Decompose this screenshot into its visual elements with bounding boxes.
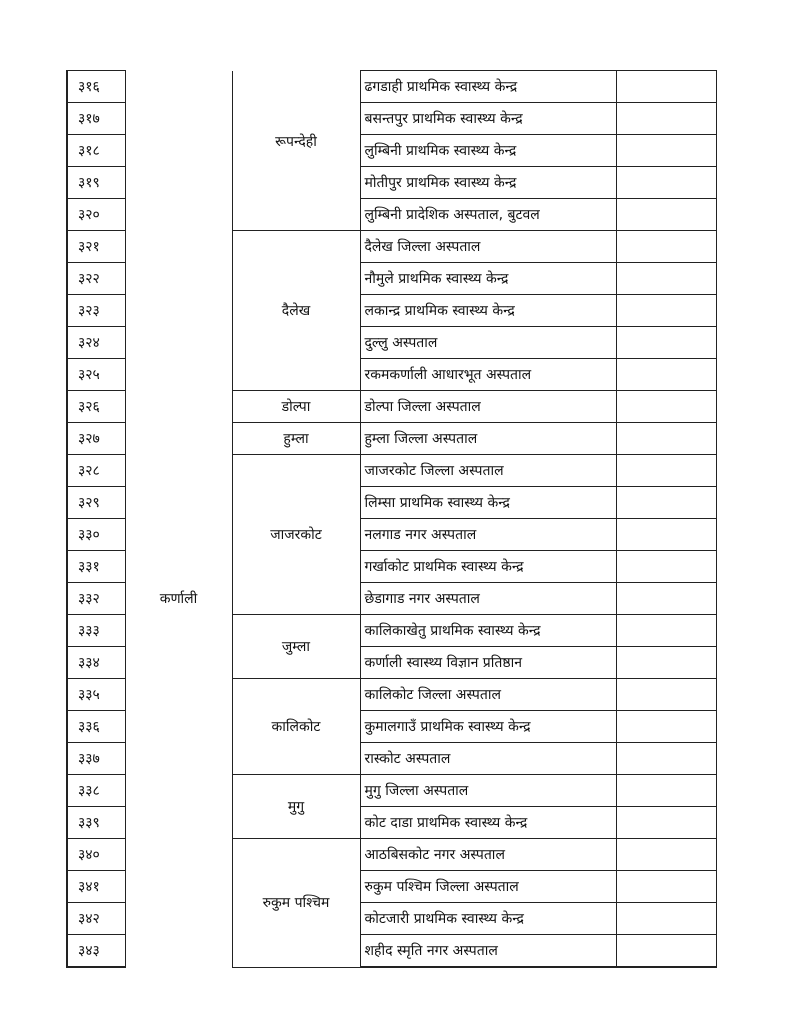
remarks-cell [616, 647, 716, 679]
hospital-name-cell: कुमालगाउँ प्राथमिक स्वास्थ्य केन्द्र [360, 711, 616, 743]
remarks-cell [616, 487, 716, 519]
remarks-cell [616, 327, 716, 359]
remarks-cell [616, 519, 716, 551]
remarks-cell [616, 263, 716, 295]
hospital-name-cell: दैलेख जिल्ला अस्पताल [360, 231, 616, 263]
serial-number-cell: ३३४ [67, 647, 125, 679]
district-label: डोल्पा [281, 398, 311, 415]
district-cell [232, 679, 360, 775]
serial-number-cell: ३३५ [67, 679, 125, 711]
remarks-cell [616, 359, 716, 391]
remarks-cell [616, 807, 716, 839]
district-cell [232, 231, 360, 391]
serial-number-cell: ३४३ [67, 935, 125, 968]
remarks-cell [616, 583, 716, 615]
remarks-cell [616, 135, 716, 167]
serial-number-cell: ३२२ [67, 263, 125, 295]
serial-number-cell: ३३९ [67, 807, 125, 839]
serial-number-cell: ३४१ [67, 871, 125, 903]
district-label: दैलेख [281, 302, 311, 319]
hospital-name-cell: जाजरकोट जिल्ला अस्पताल [360, 455, 616, 487]
hospital-name-cell: छेडागाड नगर अस्पताल [360, 583, 616, 615]
hospital-name-cell: कर्णाली स्वास्थ्य विज्ञान प्रतिष्ठान [360, 647, 616, 679]
serial-number-cell: ३१६ [67, 71, 125, 103]
serial-number-cell: ३२६ [67, 391, 125, 423]
hospital-name-cell: ढगडाही प्राथमिक स्वास्थ्य केन्द्र [360, 71, 616, 103]
serial-number-cell: ३३१ [67, 551, 125, 583]
hospital-name-cell: लुम्बिनी प्राथमिक स्वास्थ्य केन्द्र [360, 135, 616, 167]
hospital-name-cell: आठबिसकोट नगर अस्पताल [360, 839, 616, 871]
remarks-cell [616, 775, 716, 807]
remarks-cell [616, 935, 716, 968]
district-cell [232, 455, 360, 615]
remarks-cell [616, 423, 716, 455]
district-cell [232, 839, 360, 968]
serial-number-cell: ३१९ [67, 167, 125, 199]
district-cell [232, 615, 360, 679]
serial-number-cell: ३१८ [67, 135, 125, 167]
district-cell [232, 71, 360, 231]
hospital-name-cell: कोटजारी प्राथमिक स्वास्थ्य केन्द्र [360, 903, 616, 935]
serial-number-cell: ३३३ [67, 615, 125, 647]
hospital-name-cell: दुल्लु अस्पताल [360, 327, 616, 359]
serial-number-cell: ३३६ [67, 711, 125, 743]
remarks-cell [616, 903, 716, 935]
remarks-cell [616, 167, 716, 199]
remarks-cell [616, 199, 716, 231]
serial-number-cell: ३३७ [67, 743, 125, 775]
hospital-name-cell: शहीद स्मृति नगर अस्पताल [360, 935, 616, 968]
hospital-name-cell: रुकुम पश्चिम जिल्ला अस्पताल [360, 871, 616, 903]
hospital-name-cell: मोतीपुर प्राथमिक स्वास्थ्य केन्द्र [360, 167, 616, 199]
hospital-name-cell: रकमकर्णाली आधारभूत अस्पताल [360, 359, 616, 391]
hospital-name-cell: डोल्पा जिल्ला अस्पताल [360, 391, 616, 423]
district-label: रूपन्देही [275, 134, 317, 151]
remarks-cell [616, 71, 716, 103]
remarks-cell [616, 295, 716, 327]
serial-number-cell: ३२१ [67, 231, 125, 263]
hospital-name-cell: कोट दाडा प्राथमिक स्वास्थ्य केन्द्र [360, 807, 616, 839]
hospital-name-cell: हुम्ला जिल्ला अस्पताल [360, 423, 616, 455]
serial-number-cell: ३३० [67, 519, 125, 551]
province-cell: कर्णाली [125, 231, 232, 968]
province-cell [125, 71, 232, 231]
serial-number-cell: ३२८ [67, 455, 125, 487]
district-label: मुगु [287, 798, 305, 815]
remarks-cell [616, 839, 716, 871]
hospital-name-cell: लकान्द्र प्राथमिक स्वास्थ्य केन्द्र [360, 295, 616, 327]
serial-number-cell: ३२० [67, 199, 125, 231]
hospital-name-cell: मुगु जिल्ला अस्पताल [360, 775, 616, 807]
hospital-table [66, 70, 717, 968]
remarks-cell [616, 743, 716, 775]
serial-number-cell: ३२४ [67, 327, 125, 359]
hospital-name-cell: लिम्सा प्राथमिक स्वास्थ्य केन्द्र [360, 487, 616, 519]
serial-number-cell: ३२९ [67, 487, 125, 519]
hospital-name-cell: रास्कोट अस्पताल [360, 743, 616, 775]
remarks-cell [616, 455, 716, 487]
district-label: जुम्ला [281, 638, 311, 655]
hospital-name-cell: बसन्तपुर प्राथमिक स्वास्थ्य केन्द्र [360, 103, 616, 135]
district-label: रुकुम पश्चिम [262, 894, 330, 911]
hospital-name-cell: गर्खाकोट प्राथमिक स्वास्थ्य केन्द्र [360, 551, 616, 583]
district-label: जाजरकोट [270, 526, 322, 543]
hospital-name-cell: कालिकाखेतु प्राथमिक स्वास्थ्य केन्द्र [360, 615, 616, 647]
remarks-cell [616, 103, 716, 135]
hospital-name-cell: नौमुले प्राथमिक स्वास्थ्य केन्द्र [360, 263, 616, 295]
remarks-cell [616, 871, 716, 903]
remarks-cell [616, 551, 716, 583]
serial-number-cell: ३२५ [67, 359, 125, 391]
district-cell [232, 775, 360, 839]
serial-number-cell: ३४२ [67, 903, 125, 935]
table-row [67, 231, 716, 263]
document-page [66, 70, 717, 968]
serial-number-cell: ३१७ [67, 103, 125, 135]
serial-number-cell: ३२३ [67, 295, 125, 327]
district-label: कालिकोट [271, 718, 321, 735]
hospital-name-cell: कालिकोट जिल्ला अस्पताल [360, 679, 616, 711]
hospital-name-cell: लुम्बिनी प्रादेशिक अस्पताल, बुटवल [360, 199, 616, 231]
hospital-table-body [67, 71, 716, 968]
district-cell [232, 391, 360, 423]
district-cell [232, 423, 360, 455]
remarks-cell [616, 391, 716, 423]
serial-number-cell: ३४० [67, 839, 125, 871]
district-label: हुम्ला [283, 430, 309, 447]
serial-number-cell: ३३२ [67, 583, 125, 615]
serial-number-cell: ३३८ [67, 775, 125, 807]
remarks-cell [616, 615, 716, 647]
remarks-cell [616, 231, 716, 263]
remarks-cell [616, 711, 716, 743]
serial-number-cell: ३२७ [67, 423, 125, 455]
table-row [67, 71, 716, 103]
remarks-cell [616, 679, 716, 711]
hospital-name-cell: नलगाड नगर अस्पताल [360, 519, 616, 551]
